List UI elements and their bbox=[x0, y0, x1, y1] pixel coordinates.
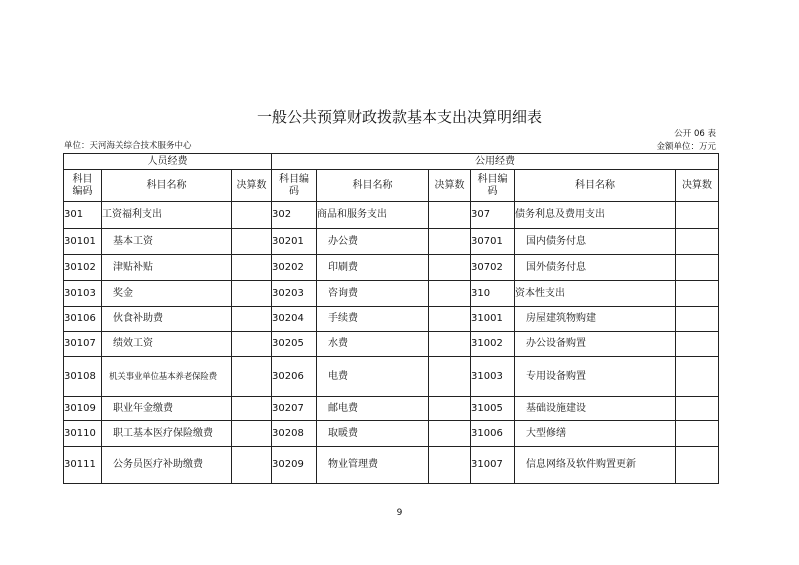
amount-cell bbox=[232, 229, 272, 255]
amount-cell bbox=[232, 281, 272, 307]
unit-label: 单位：天河海关综合技术服务中心 bbox=[64, 141, 192, 151]
subject-code-cell: 30206 bbox=[272, 357, 317, 397]
subject-name-cell: 绩效工资 bbox=[102, 332, 232, 357]
group-header-row bbox=[64, 154, 719, 170]
amount-cell bbox=[429, 357, 471, 397]
subject-code-cell: 31001 bbox=[471, 307, 515, 332]
subject-name-cell: 基础设施建设 bbox=[515, 397, 676, 421]
subject-code-cell: 30207 bbox=[272, 397, 317, 421]
subject-name-cell: 国外债务付息 bbox=[515, 255, 676, 281]
subject-name-cell: 专用设备购置 bbox=[515, 357, 676, 397]
subject-code-cell: 30108 bbox=[64, 357, 102, 397]
subject-name-cell: 基本工资 bbox=[102, 229, 232, 255]
subject-code-cell: 30702 bbox=[471, 255, 515, 281]
table-row bbox=[64, 255, 719, 281]
subject-name-cell: 电费 bbox=[317, 357, 429, 397]
amount-cell bbox=[676, 307, 719, 332]
amount-cell bbox=[232, 255, 272, 281]
amount-cell bbox=[232, 397, 272, 421]
amount-cell bbox=[676, 397, 719, 421]
amount-cell bbox=[429, 281, 471, 307]
amount-cell bbox=[429, 229, 471, 255]
column-header-code bbox=[471, 170, 515, 202]
table-row bbox=[64, 229, 719, 255]
subject-name-cell: 职业年金缴费 bbox=[102, 397, 232, 421]
subject-code-cell: 31007 bbox=[471, 447, 515, 484]
amount-cell bbox=[232, 357, 272, 397]
amount-cell bbox=[232, 447, 272, 484]
amount-cell bbox=[676, 357, 719, 397]
subject-name-cell: 办公设备购置 bbox=[515, 332, 676, 357]
column-header-name: 科目名称 bbox=[102, 170, 232, 202]
amount-unit-label: 金额单位：万元 bbox=[656, 142, 716, 152]
column-header-row bbox=[64, 170, 719, 202]
column-header-name: 科目名称 bbox=[317, 170, 429, 202]
amount-cell bbox=[232, 307, 272, 332]
subject-code-cell: 30111 bbox=[64, 447, 102, 484]
column-header-label: 科目编码 bbox=[477, 173, 508, 197]
amount-cell bbox=[429, 307, 471, 332]
subject-name-cell: 伙食补助费 bbox=[102, 307, 232, 332]
column-header-code bbox=[272, 170, 317, 202]
subject-name-cell: 房屋建筑物购建 bbox=[515, 307, 676, 332]
subject-code-cell: 30203 bbox=[272, 281, 317, 307]
amount-cell bbox=[676, 255, 719, 281]
subject-name-cell: 印刷费 bbox=[317, 255, 429, 281]
subject-name-cell: 水费 bbox=[317, 332, 429, 357]
subject-code-cell: 31002 bbox=[471, 332, 515, 357]
group-header-personnel: 人员经费 bbox=[64, 154, 272, 170]
column-header-amount: 决算数 bbox=[676, 170, 719, 202]
amount-cell bbox=[429, 397, 471, 421]
page-number: 9 bbox=[396, 508, 403, 518]
subject-code-cell: 301 bbox=[64, 202, 102, 229]
amount-cell bbox=[429, 447, 471, 484]
subject-code-cell: 30102 bbox=[64, 255, 102, 281]
subject-name-cell: 商品和服务支出 bbox=[317, 202, 429, 229]
subject-code-cell: 30201 bbox=[272, 229, 317, 255]
subject-name-cell: 咨询费 bbox=[317, 281, 429, 307]
amount-cell bbox=[429, 421, 471, 447]
subject-name-cell: 邮电费 bbox=[317, 397, 429, 421]
column-header-label: 科目编码 bbox=[72, 173, 93, 197]
subject-code-cell: 31006 bbox=[471, 421, 515, 447]
amount-cell bbox=[676, 332, 719, 357]
subject-code-cell: 30209 bbox=[272, 447, 317, 484]
subject-name-cell: 办公费 bbox=[317, 229, 429, 255]
amount-cell bbox=[232, 421, 272, 447]
column-header-code bbox=[64, 170, 102, 202]
amount-cell bbox=[429, 202, 471, 229]
subject-code-cell: 30107 bbox=[64, 332, 102, 357]
subject-code-cell: 302 bbox=[272, 202, 317, 229]
table-row bbox=[64, 421, 719, 447]
subject-name-cell: 职工基本医疗保险缴费 bbox=[102, 421, 232, 447]
subject-name-cell: 机关事业单位基本养老保险费 bbox=[102, 357, 232, 397]
subject-name-cell: 奖金 bbox=[102, 281, 232, 307]
table-row bbox=[64, 332, 719, 357]
subject-code-cell: 30101 bbox=[64, 229, 102, 255]
subject-code-cell: 310 bbox=[471, 281, 515, 307]
page-title: 一般公共预算财政拨款基本支出决算明细表 bbox=[256, 108, 542, 126]
expenditure-detail-table bbox=[63, 153, 719, 484]
subject-code-cell: 31005 bbox=[471, 397, 515, 421]
subject-name-cell: 手续费 bbox=[317, 307, 429, 332]
amount-cell bbox=[676, 281, 719, 307]
amount-cell bbox=[429, 255, 471, 281]
table-row bbox=[64, 307, 719, 332]
subject-name-cell: 物业管理费 bbox=[317, 447, 429, 484]
subject-code-cell: 30110 bbox=[64, 421, 102, 447]
subject-code-cell: 30204 bbox=[272, 307, 317, 332]
table-row bbox=[64, 397, 719, 421]
column-header-amount: 决算数 bbox=[232, 170, 272, 202]
subject-name-cell: 信息网络及软件购置更新 bbox=[515, 447, 676, 484]
amount-cell bbox=[429, 332, 471, 357]
table-row bbox=[64, 357, 719, 397]
amount-cell bbox=[676, 229, 719, 255]
subject-name-cell: 津贴补贴 bbox=[102, 255, 232, 281]
subject-code-cell: 30109 bbox=[64, 397, 102, 421]
subject-name-cell: 取暖费 bbox=[317, 421, 429, 447]
subject-name-cell: 工资福利支出 bbox=[102, 202, 232, 229]
subject-code-cell: 30103 bbox=[64, 281, 102, 307]
amount-cell bbox=[676, 202, 719, 229]
table-row bbox=[64, 281, 719, 307]
subject-code-cell: 307 bbox=[471, 202, 515, 229]
subject-code-cell: 31003 bbox=[471, 357, 515, 397]
subject-code-cell: 30205 bbox=[272, 332, 317, 357]
column-header-amount: 决算数 bbox=[429, 170, 471, 202]
subject-name-cell: 公务员医疗补助缴费 bbox=[102, 447, 232, 484]
table-row bbox=[64, 447, 719, 484]
form-number: 公开 06 表 bbox=[674, 129, 716, 139]
amount-cell bbox=[232, 202, 272, 229]
amount-cell bbox=[676, 421, 719, 447]
amount-cell bbox=[676, 447, 719, 484]
subject-code-cell: 30701 bbox=[471, 229, 515, 255]
subject-code-cell: 30202 bbox=[272, 255, 317, 281]
subject-name-cell: 大型修缮 bbox=[515, 421, 676, 447]
column-header-name: 科目名称 bbox=[515, 170, 676, 202]
amount-cell bbox=[232, 332, 272, 357]
group-header-public: 公用经费 bbox=[272, 154, 719, 170]
subject-code-cell: 30208 bbox=[272, 421, 317, 447]
column-header-label: 科目编码 bbox=[279, 173, 310, 197]
subject-name-cell: 资本性支出 bbox=[515, 281, 676, 307]
subject-name-cell: 债务利息及费用支出 bbox=[515, 202, 676, 229]
subject-name-cell: 国内债务付息 bbox=[515, 229, 676, 255]
table-row bbox=[64, 202, 719, 229]
subject-code-cell: 30106 bbox=[64, 307, 102, 332]
